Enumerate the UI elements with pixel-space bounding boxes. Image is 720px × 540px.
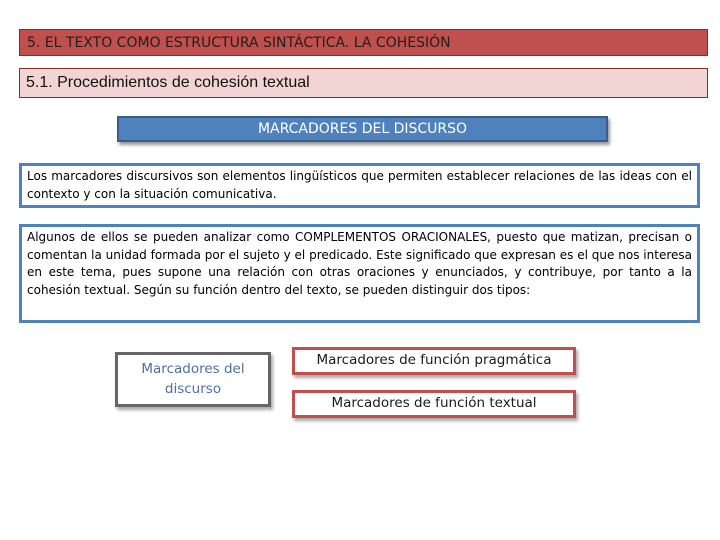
subsection-title: 5.1. Procedimientos de cohesión textual xyxy=(19,68,708,98)
diagram-type-textual-box xyxy=(292,390,576,418)
explanation-paragraph: Algunos de ellos se pueden analizar como COMPLEMENTOS ORACIONALES, puesto que matizan, precisan o comentan la unidad formada por el sujeto y el predicado. Este significado que expresan es el que nos interesa en este tema, pues supone una relación con otras oraciones y enunciados, y contribuye, por tanto a la cohesión textual. Según su función dentro del texto, se pueden distinguir dos tipos: xyxy=(19,224,700,323)
diagram-type-textual-label: Marcadores de función textual xyxy=(331,395,537,411)
topic-header: MARCADORES DEL DISCURSO xyxy=(117,116,608,142)
diagram-root-box: Marcadores del discurso xyxy=(115,352,271,407)
diagram-type-pragmatic-label: Marcadores de función pragmática xyxy=(316,352,552,368)
section-title: 5. EL TEXTO COMO ESTRUCTURA SINTÁCTICA. LA COHESIÓN xyxy=(19,29,708,56)
definition-paragraph: Los marcadores discursivos son elementos lingüísticos que permiten establecer relaciones de las ideas con el contexto y con la situación comunicativa. xyxy=(19,163,700,208)
diagram-type-pragmatic-box xyxy=(292,347,576,375)
